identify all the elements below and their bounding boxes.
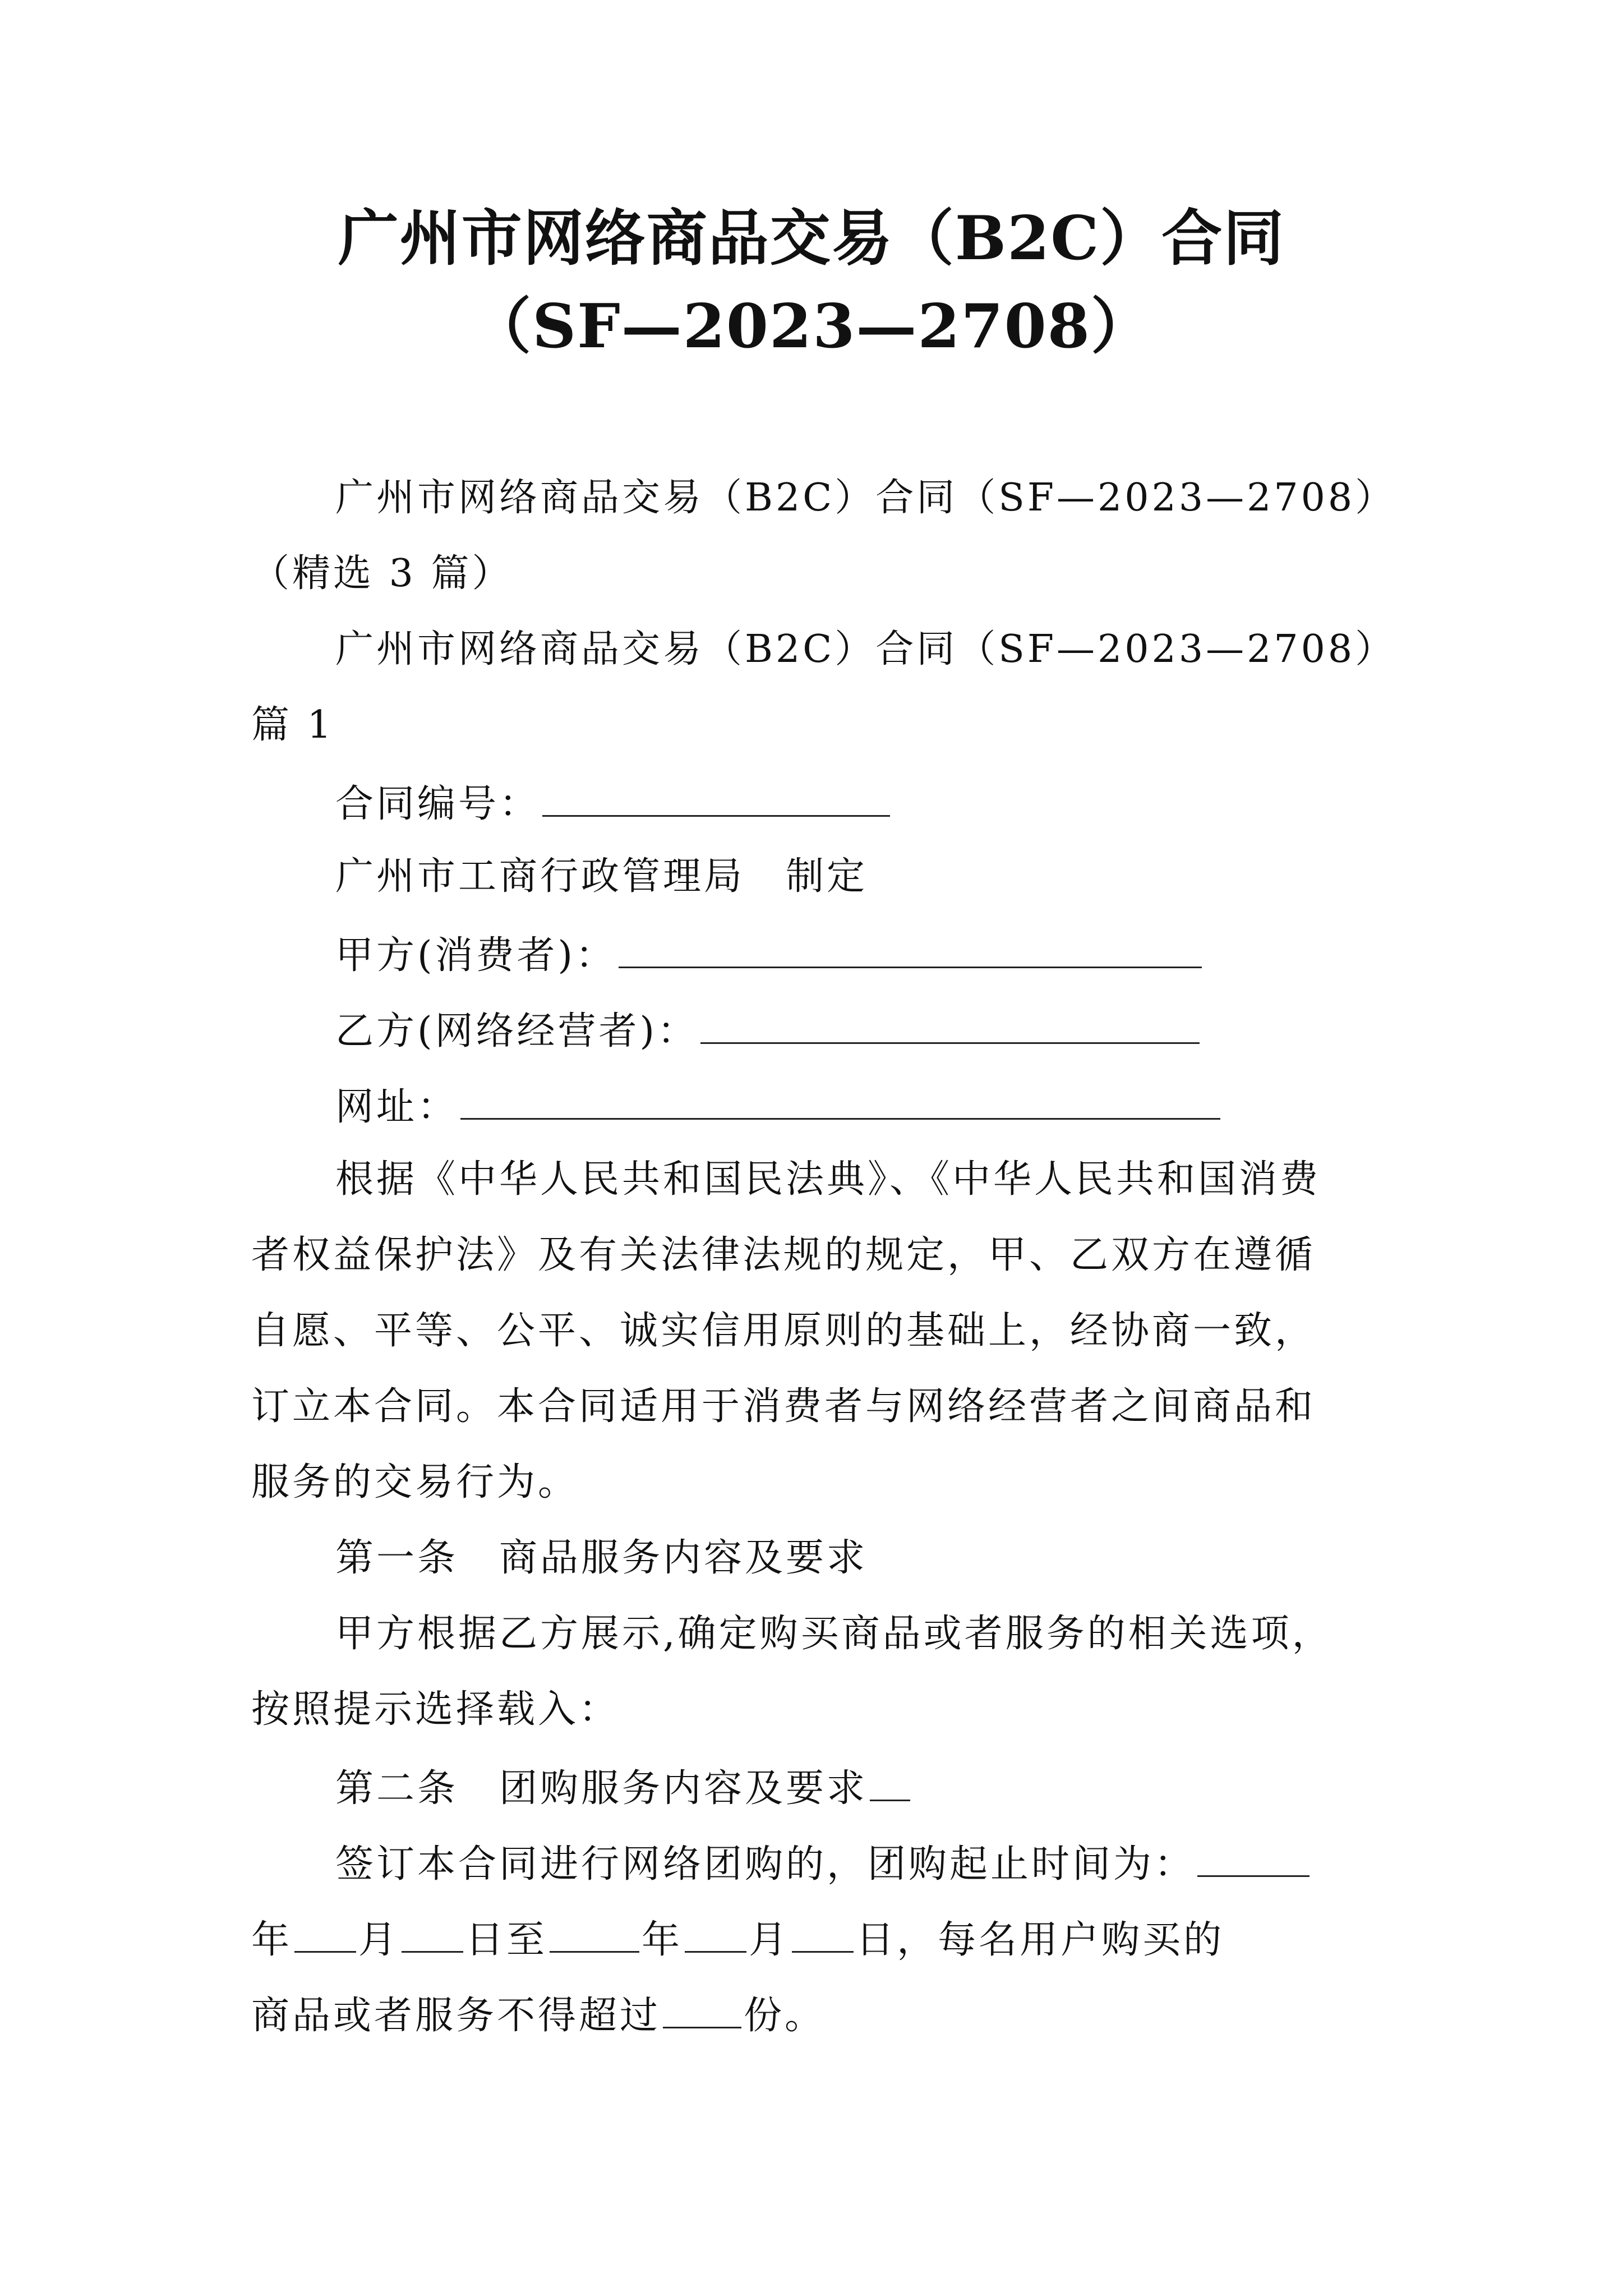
year-unit: 年 (642, 1918, 683, 1962)
document-code: （SF—2023—2708） (471, 291, 1152, 362)
article-2-title-line (335, 1760, 912, 1814)
website-blank (460, 1079, 1220, 1120)
party-b-blank (700, 1003, 1200, 1044)
basis-paragraph-line: 服务的交易行为。 (251, 1460, 579, 1504)
article-1-title: 第一条 商品服务内容及要求 (335, 1536, 868, 1580)
end-year-blank (550, 1912, 639, 1953)
party-a-line (335, 927, 1204, 981)
month-unit: 月 (749, 1918, 790, 1962)
intro-line-continued: （精选 3 篇） (251, 551, 513, 596)
part-heading-continued: 篇 1 (251, 703, 334, 747)
start-month-blank (294, 1912, 356, 1953)
contract-number-label: 合同编号： (335, 782, 541, 826)
contract-number-line (335, 776, 892, 830)
end-month-blank (685, 1912, 746, 1953)
document-title: 广州市网络商品交易（B2C）合同 (338, 203, 1285, 274)
party-b-label: 乙方(网络经营者)： (335, 1009, 699, 1053)
basis-paragraph-line: 根据《中华人民共和国民法典》、《中华人民共和国消费 (335, 1157, 1321, 1202)
article-2-body-line (335, 1836, 1312, 1890)
article-2-title: 第二条 团购服务内容及要求 (335, 1766, 868, 1811)
article-2-date-line (251, 1912, 1224, 1966)
party-a-blank (619, 927, 1202, 968)
contract-number-blank (542, 776, 890, 817)
party-a-label: 甲方(消费者)： (335, 933, 617, 978)
article-2-title-blank (870, 1760, 910, 1801)
intro-line: 广州市网络商品交易（B2C）合同（SF—2023—2708） (335, 476, 1396, 520)
article-2-quantity-line (251, 1987, 826, 2041)
article-1-body-line: 甲方根据乙方展示,确定购买商品或者服务的相关选项， (335, 1612, 1333, 1656)
website-line (335, 1079, 1223, 1133)
issuer-line: 广州市工商行政管理局 制定 (335, 854, 868, 899)
article-1-body-line: 按照提示选择载入： (251, 1687, 620, 1732)
part-heading: 广州市网络商品交易（B2C）合同（SF—2023—2708） (335, 627, 1396, 671)
basis-paragraph-line: 者权益保护法》及有关法律法规的规定，甲、乙双方在遵循 (251, 1233, 1316, 1277)
day-to-unit: 日至 (465, 1918, 548, 1962)
website-label: 网址： (335, 1085, 459, 1129)
end-day-blank (792, 1912, 854, 1953)
day-end-unit: 日，每名用户购买的 (856, 1918, 1225, 1962)
quantity-blank (663, 1987, 741, 2028)
basis-paragraph-line: 自愿、平等、公平、诚实信用原则的基础上，经协商一致， (251, 1309, 1316, 1353)
quantity-limit-label: 商品或者服务不得超过 (251, 1994, 661, 2038)
year-unit: 年 (251, 1918, 293, 1962)
month-unit: 月 (358, 1918, 400, 1962)
basis-paragraph-line: 订立本合同。本合同适用于消费者与网络经营者之间商品和 (251, 1384, 1316, 1429)
quantity-unit: 份。 (744, 1994, 826, 2038)
start-day-blank (402, 1912, 463, 1953)
group-buy-period-label: 签订本合同进行网络团购的，团购起止时间为： (335, 1842, 1196, 1887)
party-b-line (335, 1003, 1202, 1057)
start-year-blank (1197, 1836, 1310, 1877)
